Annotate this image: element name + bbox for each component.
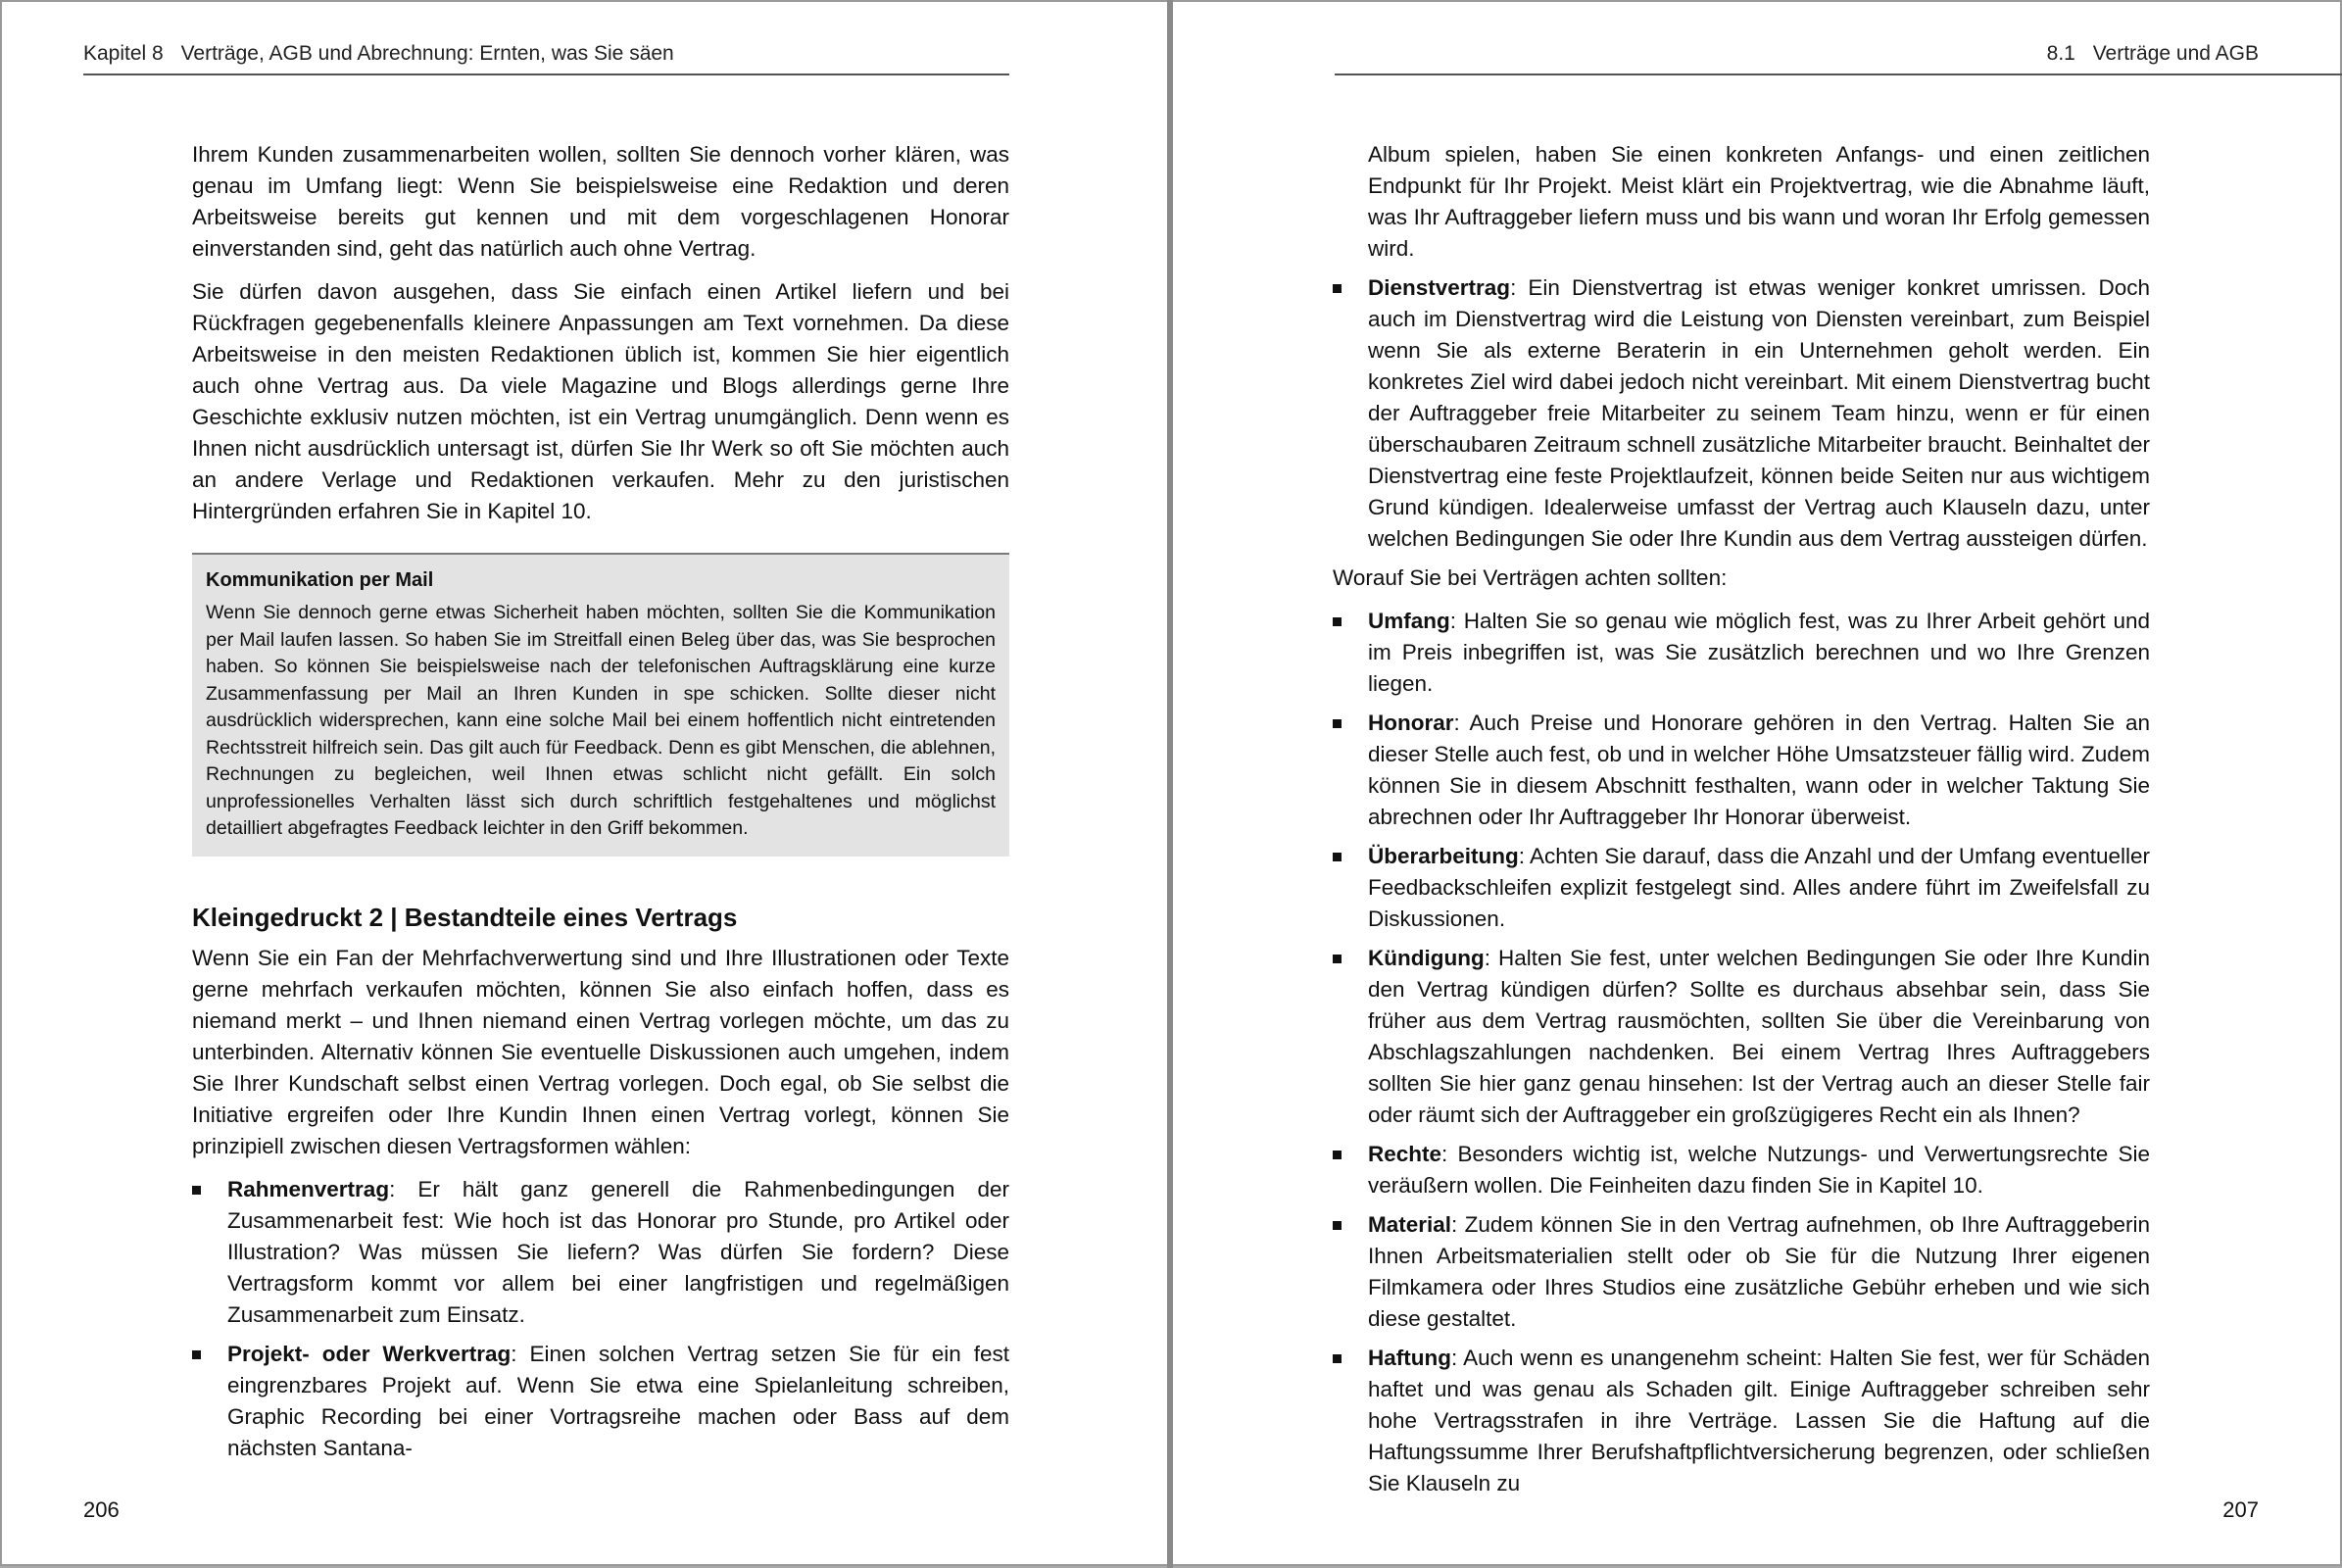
list-text: : Auch Preise und Honorare gehören in den Vertrag. Halten Sie an dieser Stelle auch fest, ob und in welcher Höhe Umsatzsteuer fällig wird. Zudem können Sie in diesem Abschnitt festhalten, wann oder in welcher Taktung Sie abrechnen oder Ihr Auftraggeber Ihr Honorar überweist. <box>1368 710 2150 829</box>
right-content <box>1333 139 2150 1507</box>
contract-types-list <box>192 1174 1009 1464</box>
list-term: Material <box>1368 1212 1452 1237</box>
list-term: Haftung <box>1368 1346 1451 1370</box>
list-term: Dienstvertrag <box>1368 275 1511 300</box>
bullet-square-icon <box>1333 1151 1342 1159</box>
list-text: : Besonders wichtig ist, welche Nutzungs- und Verwertungsrechte Sie veräußern wollen. Die Feinheiten dazu finden Sie in Kapitel 10. <box>1368 1142 2150 1198</box>
left-page <box>0 0 1167 1566</box>
contract-types-list-cont <box>1333 272 2150 555</box>
page-number: 206 <box>83 1497 120 1522</box>
list-text: : Halten Sie fest, unter welchen Bedingungen Sie oder Ihre Kundin den Vertrag kündigen dürfen? Sollte es durchaus absehbar sein, dass Sie früher aus dem Vertrag rausmöchten, sollten Sie über die Vereinbarung von Abschlagszahlungen nachdenken. Bei einem Vertrag Ihres Auftraggebers sollten Sie hier ganz genau hinsehen: Ist der Vertrag auch an dieser Stelle fair oder räumt sich der Auftraggeber ein großzügigeres Recht ein als Ihnen? <box>1368 946 2150 1127</box>
list-item <box>1333 606 2150 700</box>
bullet-square-icon <box>1333 617 1342 626</box>
bullet-square-icon <box>1333 1221 1342 1230</box>
list-item <box>192 1339 1009 1464</box>
continued-paragraph: Album spielen, haben Sie einen konkreten Anfangs- und einen zeitlichen Endpunkt für Ihr Projekt. Meist klärt ein Projektvertrag, wie die Abnahme läuft, was Ihr Auftraggeber liefern muss und bis wann und woran Ihr Erfolg gemessen wird. <box>1368 142 2150 261</box>
list-term: Rechte <box>1368 1142 1442 1166</box>
list-text: : Auch wenn es unangenehm scheint: Halten Sie fest, wer für Schäden haftet und was genau als Schaden gilt. Einige Auftraggeber schreiben sehr hohe Vertragsstrafen in ihre Verträge. Lassen Sie die Haftung auf die Haftungssumme Ihrer Berufshaftpflichtversicherung begrenzen, oder schließen Sie Klauseln zu <box>1368 1346 2150 1495</box>
section-heading: Kleingedruckt 2 | Bestandteile eines Vertrags <box>192 902 738 932</box>
list-term: Rahmenvertrag <box>227 1176 390 1201</box>
bullet-square-icon <box>192 1186 201 1195</box>
header-rule <box>83 74 1009 75</box>
header-rule <box>1335 74 2342 75</box>
chapter-title: Verträge, AGB und Abrechnung: Ernten, was Sie säen <box>180 42 674 65</box>
bullet-square-icon <box>1333 853 1342 861</box>
section-number: 8.1 <box>2046 42 2075 65</box>
list-term: Projekt- oder Werkvertrag <box>227 1341 512 1366</box>
list-item <box>1333 841 2150 935</box>
list-item <box>1333 1139 2150 1201</box>
info-box <box>192 553 1009 857</box>
list-item <box>1333 708 2150 833</box>
info-box-text: Wenn Sie dennoch gerne etwas Sicherheit haben möchten, sollten Sie die Kommunikation per Mail laufen lassen. So haben Sie im Streitfall einen Beleg über das, was Sie besprochen haben. So können Sie beispielsweise nach der telefonischen Auftragsklärung eine kurze Zusammenfassung per Mail an Ihren Kunden in spe schicken. Sollte dieser nicht ausdrücklich widersprechen, kann eine solche Mail bei einem hoffentlich nicht eintretenden Rechtsstreit hilfreich sein. Das gilt auch für Feedback. Denn es gibt Menschen, die ablehnen, Rechnungen zu begleichen, weil Ihnen etwas schlicht nicht gefällt. Ein solch unprofessionelles Verhalten lässt sich durch schriftlich festgehaltenes und möglichst detailliert abgefragtes Feedback leichter in den Griff bekommen. <box>206 602 996 839</box>
page-number: 207 <box>2222 1497 2259 1522</box>
list-text: : Zudem können Sie in den Vertrag aufnehmen, ob Ihre Auftraggeberin Ihnen Arbeitsmaterialien stellt oder ob Sie für die Nutzung Ihrer eigenen Filmkamera oder Ihres Studios eine zusätzliche Gebühr erheben und wie sich diese gestaltet. <box>1368 1212 2150 1331</box>
section-title: Verträge und AGB <box>2092 42 2259 65</box>
paragraph: Wenn Sie ein Fan der Mehrfachverwertung sind und Ihre Illustrationen oder Texte gerne mehrfach verkaufen möchten, können Sie also einfach hoffen, dass es niemand merkt – und Ihnen niemand einen Vertrag vorlegen möchte, um das zu unterbinden. Alternativ können Sie eventuelle Diskussionen auch umgehen, indem Sie Ihrer Kundschaft selbst einen Vertrag vorlegen. Doch egal, ob Sie selbst die Initiative ergreifen oder Ihre Kundin Ihnen einen Vertrag vorlegt, können Sie prinzipiell zwischen diesen Vertragsformen wählen: <box>192 945 1009 1158</box>
left-content <box>192 139 1009 1472</box>
list-term: Überarbeitung <box>1368 844 1519 868</box>
list-item <box>1333 1343 2150 1499</box>
list-item <box>1333 1209 2150 1335</box>
list-term: Kündigung <box>1368 946 1485 970</box>
running-head-right <box>2047 39 2259 69</box>
bullet-square-icon <box>1333 719 1342 728</box>
list-item <box>192 1174 1009 1331</box>
bullet-square-icon <box>1333 955 1342 963</box>
paragraph: Sie dürfen davon ausgehen, dass Sie einfach einen Artikel liefern und bei Rückfragen gegebenenfalls kleinere Anpassungen am Text vornehmen. Da diese Arbeitsweise in den meisten Redaktionen üblich ist, kommen Sie hier eigentlich auch ohne Vertrag aus. Da viele Magazine und Blogs allerdings gerne Ihre Geschichte exklusiv nutzen möchten, ist ein Vertrag unumgänglich. Denn wenn es Ihnen nicht ausdrücklich untersagt ist, dürfen Sie Ihr Werk so oft Sie möchten auch an andere Verlage und Redaktionen verkaufen. Mehr zu den juristischen Hintergründen erfahren Sie in Kapitel 10. <box>192 279 1009 523</box>
list-term: Honorar <box>1368 710 1454 735</box>
list-item <box>1333 272 2150 555</box>
list-text: : Einen solchen Vertrag setzen Sie für ein fest eingrenzbares Projekt auf. Wenn Sie etwa eine Spielanleitung schreiben, Graphic Recording bei einer Vortragsreihe machen oder Bass auf dem nächsten Santana- <box>227 1341 1009 1460</box>
info-box-title: Kommunikation per Mail <box>206 569 434 591</box>
bullet-square-icon <box>1333 1354 1342 1363</box>
list-text: : Er hält ganz generell die Rahmenbedingungen der Zusammenarbeit fest: Wie hoch ist das Honorar pro Stunde, pro Artikel oder Illustration? Was müssen Sie liefern? Was dürfen Sie fordern? Diese Vertragsform kommt vor allem bei einer langfristigen und regelmäßigen Zusammenarbeit zum Einsatz. <box>227 1176 1009 1327</box>
paragraph: Ihrem Kunden zusammenarbeiten wollen, sollten Sie dennoch vorher klären, was genau im Umfang liegt: Wenn Sie beispielsweise eine Redaktion und deren Arbeitsweise bereits gut kennen und mit dem vorgeschlagenen Honorar einverstanden sind, geht das natürlich auch ohne Vertrag. <box>192 142 1009 261</box>
list-term: Umfang <box>1368 609 1450 633</box>
paragraph: Worauf Sie bei Verträgen achten sollten: <box>1333 565 1728 590</box>
chapter-number: Kapitel 8 <box>83 42 164 65</box>
list-text: : Halten Sie so genau wie möglich fest, was zu Ihrer Arbeit gehört und im Preis inbegriffen ist, was Sie zusätzlich berechnen und wo Ihre Grenzen liegen. <box>1368 609 2150 696</box>
running-head-left <box>83 39 674 69</box>
list-item <box>1333 943 2150 1131</box>
contract-checklist <box>1333 606 2150 1499</box>
list-text: : Achten Sie darauf, dass die Anzahl und der Umfang eventueller Feedbackschleifen explizit festgelegt sind. Alles andere führt im Zweifelsfall zu Diskussionen. <box>1368 844 2150 931</box>
bullet-square-icon <box>192 1350 201 1359</box>
list-text: : Ein Dienstvertrag ist etwas weniger konkret umrissen. Doch auch im Dienstvertrag wird die Leistung von Diensten vereinbart, zum Beispiel wenn Sie als externe Beraterin in ein Unternehmen geholt werden. Ein konkretes Ziel wird dabei jedoch nicht vereinbart. Mit einem Dienstvertrag bucht der Auftraggeber freie Mitarbeiter zu seinem Team hinzu, wenn er für einen überschaubaren Zeitraum schnell zusätzliche Mitarbeiter braucht. Beinhaltet der Dienstvertrag eine feste Projektlaufzeit, können beide Seiten nur aus wichtigem Grund kündigen. Idealerweise umfasst der Vertrag auch Klauseln dazu, unter welchen Bedingungen Sie oder Ihre Kundin aus dem Vertrag aussteigen dürfen. <box>1368 275 2150 551</box>
bullet-square-icon <box>1333 284 1342 293</box>
right-page <box>1173 0 2342 1566</box>
